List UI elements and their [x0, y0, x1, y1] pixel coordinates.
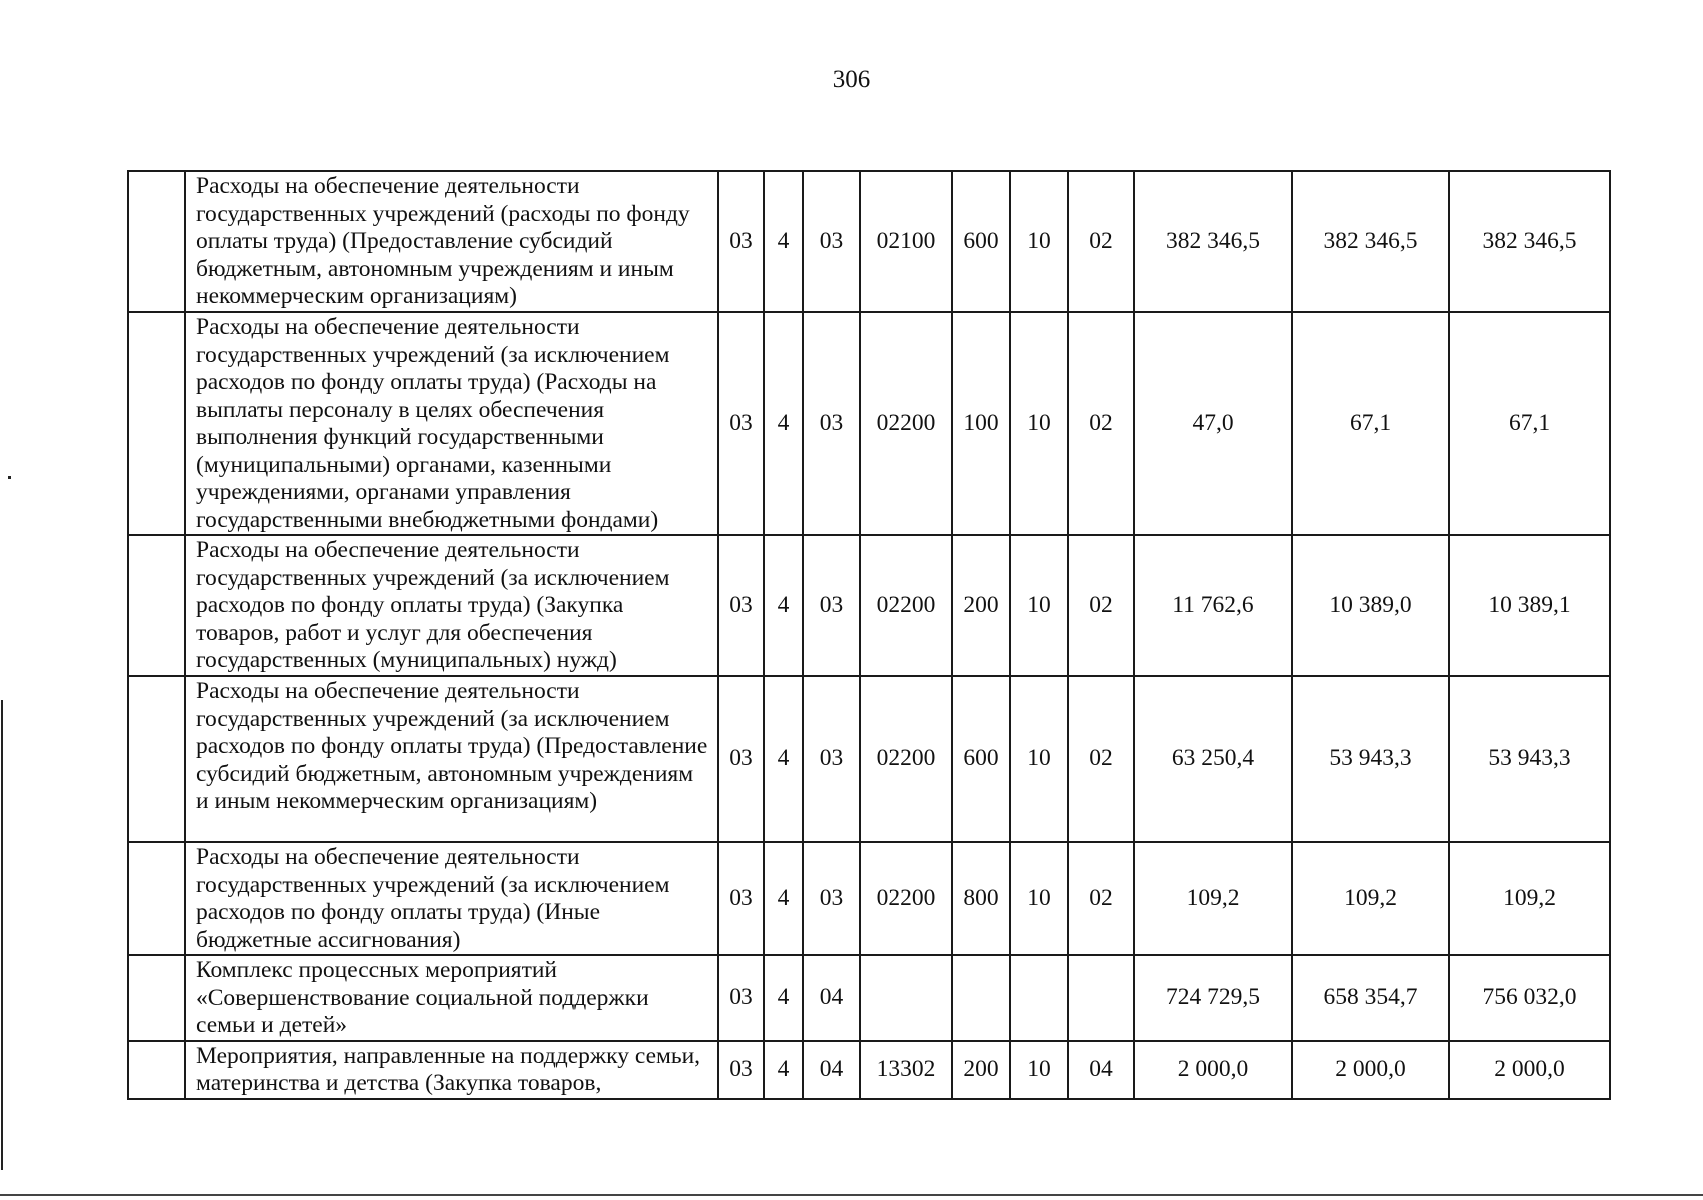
code-cell-section — [1010, 955, 1068, 1041]
description-cell — [185, 535, 718, 676]
code-cell-type: 4 — [764, 955, 803, 1041]
code-cell-expense-type — [952, 955, 1010, 1041]
amount-cell-year-3: 382 346,5 — [1449, 171, 1610, 312]
amount-cell-year-2: 2 000,0 — [1292, 1041, 1449, 1099]
scan-edge-mark-dot — [8, 476, 11, 479]
table-row — [128, 842, 1610, 955]
code-cell-ministry: 03 — [718, 535, 764, 676]
row-description: Расходы на обеспечение деятельности государственных учреждений (расходы по фонду оплаты труда) (Предоставление субсидий бюджетным, автономным учреждениям и иным некоммерческим организациям) — [196, 173, 690, 309]
code-cell-expense-type: 800 — [952, 842, 1010, 955]
code-cell-direction: 02200 — [860, 842, 952, 955]
amount-cell-year-2: 53 943,3 — [1292, 676, 1449, 842]
row-number-cell — [128, 842, 185, 955]
code-cell-section: 10 — [1010, 171, 1068, 312]
page-number: 306 — [832, 66, 871, 93]
row-description: Расходы на обеспечение деятельности государственных учреждений (за исключением расходов по фонду оплаты труда) (Предоставление субсидий бюджетным, автономным учреждениям и иным некоммерческим организациям) — [196, 678, 708, 814]
code-cell-direction: 02200 — [860, 312, 952, 535]
description-cell — [185, 676, 718, 842]
amount-cell-year-3: 756 032,0 — [1449, 955, 1610, 1041]
amount-cell-year-1: 724 729,5 — [1134, 955, 1292, 1041]
code-cell-ministry: 03 — [718, 1041, 764, 1099]
code-cell-subsection: 02 — [1068, 676, 1134, 842]
code-cell-section: 10 — [1010, 842, 1068, 955]
code-cell-expense-type: 600 — [952, 676, 1010, 842]
row-number-cell — [128, 171, 185, 312]
amount-cell-year-1: 63 250,4 — [1134, 676, 1292, 842]
code-cell-subprogram: 03 — [803, 312, 860, 535]
amount-cell-year-2: 109,2 — [1292, 842, 1449, 955]
code-cell-expense-type: 600 — [952, 171, 1010, 312]
table-row — [128, 1041, 1610, 1099]
row-number-cell — [128, 312, 185, 535]
amount-cell-year-2: 67,1 — [1292, 312, 1449, 535]
amount-cell-year-3: 10 389,1 — [1449, 535, 1610, 676]
amount-cell-year-1: 11 762,6 — [1134, 535, 1292, 676]
code-cell-type: 4 — [764, 1041, 803, 1099]
table-row — [128, 535, 1610, 676]
amount-cell-year-2: 382 346,5 — [1292, 171, 1449, 312]
code-cell-subprogram: 03 — [803, 535, 860, 676]
code-cell-type: 4 — [764, 535, 803, 676]
code-cell-subprogram: 04 — [803, 955, 860, 1041]
code-cell-expense-type: 200 — [952, 535, 1010, 676]
code-cell-expense-type: 100 — [952, 312, 1010, 535]
table-row — [128, 171, 1610, 312]
budget-table — [127, 170, 1611, 1100]
code-cell-ministry: 03 — [718, 842, 764, 955]
code-cell-subprogram: 04 — [803, 1041, 860, 1099]
code-cell-direction: 02200 — [860, 535, 952, 676]
code-cell-expense-type: 200 — [952, 1041, 1010, 1099]
code-cell-ministry: 03 — [718, 955, 764, 1041]
code-cell-subsection — [1068, 955, 1134, 1041]
amount-cell-year-3: 109,2 — [1449, 842, 1610, 955]
code-cell-subprogram: 03 — [803, 171, 860, 312]
code-cell-section: 10 — [1010, 1041, 1068, 1099]
amount-cell-year-3: 2 000,0 — [1449, 1041, 1610, 1099]
amount-cell-year-1: 2 000,0 — [1134, 1041, 1292, 1099]
code-cell-direction: 02100 — [860, 171, 952, 312]
row-number-cell — [128, 955, 185, 1041]
code-cell-subsection: 02 — [1068, 842, 1134, 955]
code-cell-section: 10 — [1010, 535, 1068, 676]
code-cell-ministry: 03 — [718, 676, 764, 842]
amount-cell-year-1: 47,0 — [1134, 312, 1292, 535]
code-cell-section: 10 — [1010, 312, 1068, 535]
code-cell-ministry: 03 — [718, 312, 764, 535]
description-cell — [185, 842, 718, 955]
code-cell-section: 10 — [1010, 676, 1068, 842]
code-cell-type: 4 — [764, 676, 803, 842]
scan-edge-mark-bottom — [0, 1194, 1703, 1196]
amount-cell-year-3: 53 943,3 — [1449, 676, 1610, 842]
scan-edge-mark-left — [1, 700, 3, 1170]
table-row — [128, 312, 1610, 535]
code-cell-subprogram: 03 — [803, 842, 860, 955]
description-cell — [185, 312, 718, 535]
row-number-cell — [128, 676, 185, 842]
code-cell-subprogram: 03 — [803, 676, 860, 842]
code-cell-type: 4 — [764, 171, 803, 312]
table-row — [128, 955, 1610, 1041]
row-number-cell — [128, 1041, 185, 1099]
row-description: Комплекс процессных мероприятий «Совершенствование социальной поддержки семьи и детей» — [196, 957, 649, 1038]
code-cell-type: 4 — [764, 312, 803, 535]
row-description: Расходы на обеспечение деятельности государственных учреждений (за исключением расходов по фонду оплаты труда) (Иные бюджетные ассигнования) — [196, 844, 670, 953]
amount-cell-year-1: 109,2 — [1134, 842, 1292, 955]
code-cell-subsection: 02 — [1068, 171, 1134, 312]
code-cell-subsection: 04 — [1068, 1041, 1134, 1099]
code-cell-ministry: 03 — [718, 171, 764, 312]
row-description: Расходы на обеспечение деятельности государственных учреждений (за исключением расходов по фонду оплаты труда) (Закупка товаров, работ и услуг для обеспечения государственных (муниципальных) нужд) — [196, 537, 670, 673]
description-cell — [185, 1041, 718, 1099]
amount-cell-year-2: 10 389,0 — [1292, 535, 1449, 676]
table-body — [128, 171, 1610, 1099]
code-cell-direction: 13302 — [860, 1041, 952, 1099]
amount-cell-year-2: 658 354,7 — [1292, 955, 1449, 1041]
row-description: Расходы на обеспечение деятельности государственных учреждений (за исключением расходов по фонду оплаты труда) (Расходы на выплаты персоналу в целях обеспечения выполнения функций государственными (муниципальными) органами, казенными учреждениями, органами управления государственными внебюджетными фондами) — [196, 314, 670, 533]
description-cell — [185, 955, 718, 1041]
description-cell — [185, 171, 718, 312]
code-cell-type: 4 — [764, 842, 803, 955]
amount-cell-year-3: 67,1 — [1449, 312, 1610, 535]
table-row — [128, 676, 1610, 842]
code-cell-direction: 02200 — [860, 676, 952, 842]
code-cell-direction — [860, 955, 952, 1041]
row-number-cell — [128, 535, 185, 676]
code-cell-subsection: 02 — [1068, 535, 1134, 676]
code-cell-subsection: 02 — [1068, 312, 1134, 535]
amount-cell-year-1: 382 346,5 — [1134, 171, 1292, 312]
row-description: Мероприятия, направленные на поддержку семьи, материнства и детства (Закупка товаров, — [196, 1042, 701, 1096]
